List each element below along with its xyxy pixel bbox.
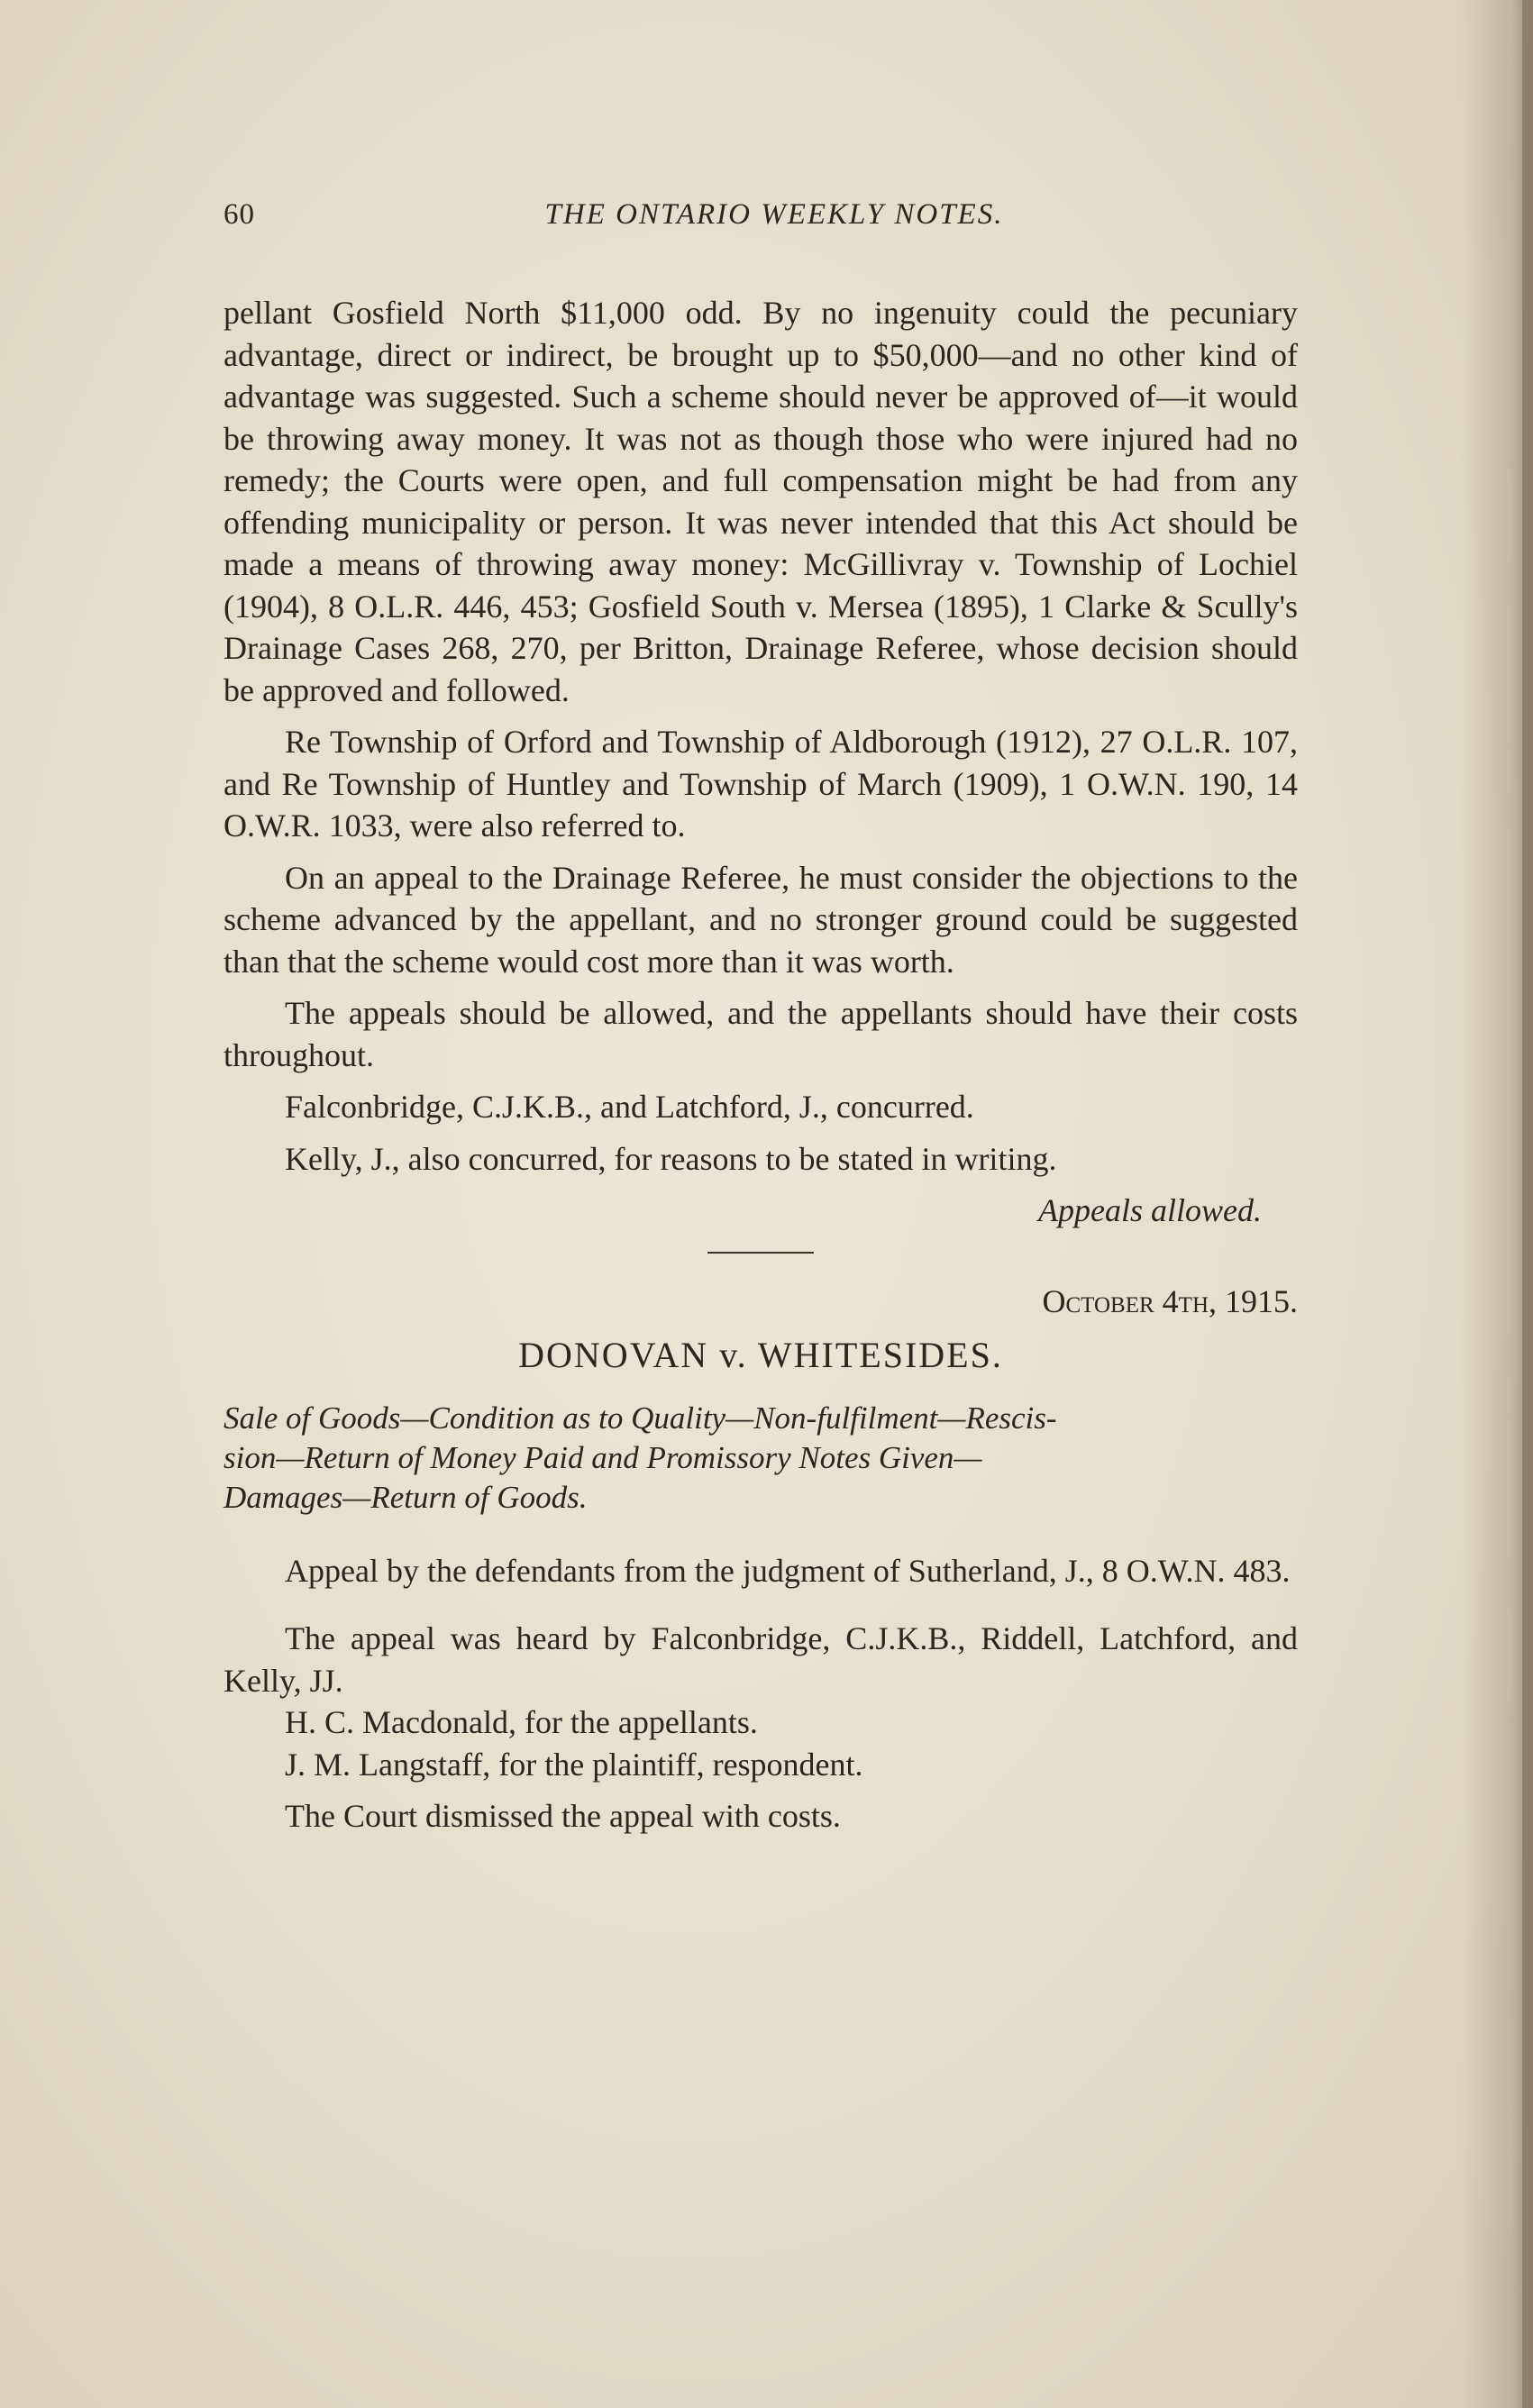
journal-title: THE ONTARIO WEEKLY NOTES. bbox=[544, 198, 1004, 231]
text-column bbox=[224, 189, 1298, 1847]
counsel-appellants: H. C. Macdonald, for the appellants. bbox=[285, 1704, 758, 1740]
page-edge-binding bbox=[1522, 0, 1533, 2408]
running-head bbox=[224, 189, 1298, 243]
paragraph-allowed: The appeals should be allowed, and the appellants should have their costs throughout. bbox=[224, 995, 1298, 1073]
headnote-line: Damages—Return of Goods. bbox=[224, 1479, 588, 1515]
headnote-line: sion—Return of Money Paid and Promissory Notes Given— bbox=[224, 1439, 982, 1475]
paragraph-result: The Court dismissed the appeal with costs. bbox=[285, 1798, 841, 1834]
headnote-line: Sale of Goods—Condition as to Quality—Non-fulfilment—Rescis- bbox=[224, 1400, 1057, 1436]
page-number: 60 bbox=[224, 198, 255, 231]
case-title: DONOVAN v. WHITESIDES. bbox=[518, 1335, 1003, 1375]
paragraph-heard-by: The appeal was heard by Falconbridge, C.J.K.B., Riddell, Latchford, and Kelly, JJ. bbox=[224, 1620, 1298, 1699]
counsel-respondent: J. M. Langstaff, for the plaintiff, respondent. bbox=[285, 1746, 863, 1783]
paragraph-referred: Re Township of Orford and Township of Aldborough (1912), 27 O.L.R. 107, and Re Township of Huntley and Township of March (1909), 1 O.W.N. 190, 14 O.W.R. 1033, were also referred to. bbox=[224, 724, 1298, 844]
disposition: Appeals allowed. bbox=[1038, 1192, 1262, 1228]
paragraph-kelly: Kelly, J., also concurred, for reasons to be stated in writing. bbox=[285, 1140, 1057, 1177]
paragraph-continued: pellant Gosfield North $11,000 odd. By no ingenuity could the pecuniary advantage, direct or indirect, be brought up to $50,000—and no other kind of advantage was suggested. Such a scheme should never be approved of—it would be throwing away money. It was not as though those who were injured had no remedy; the Courts were open, and full compensation might be had from any offending municipality or person. It was never intended that this Act should be made a means of throwing away money: McGillivray v. Township of Lochiel (1904), 8 O.L.R. 446, 453; Gosfield South v. Mersea (1895), 1 Clarke & Scully's Drainage Cases 268, 270, per Britton, Drainage Referee, whose decision should be approved and followed. bbox=[224, 295, 1298, 708]
case-date: October 4th, 1915. bbox=[1042, 1282, 1298, 1319]
body-text bbox=[224, 292, 1298, 1838]
headnote bbox=[224, 1399, 1298, 1518]
paragraph-objections: On an appeal to the Drainage Referee, he must consider the objections to the scheme advanced by the appellant, and no stronger ground could be suggested than that the scheme would cost more than it was worth. bbox=[224, 859, 1298, 980]
spacer bbox=[224, 1601, 1298, 1618]
paragraph-appeal: Appeal by the defendants from the judgment of Sutherland, J., 8 O.W.N. 483. bbox=[285, 1552, 1291, 1589]
section-divider bbox=[707, 1252, 814, 1254]
paragraph-concurred: Falconbridge, C.J.K.B., and Latchford, J., concurred. bbox=[285, 1089, 974, 1125]
